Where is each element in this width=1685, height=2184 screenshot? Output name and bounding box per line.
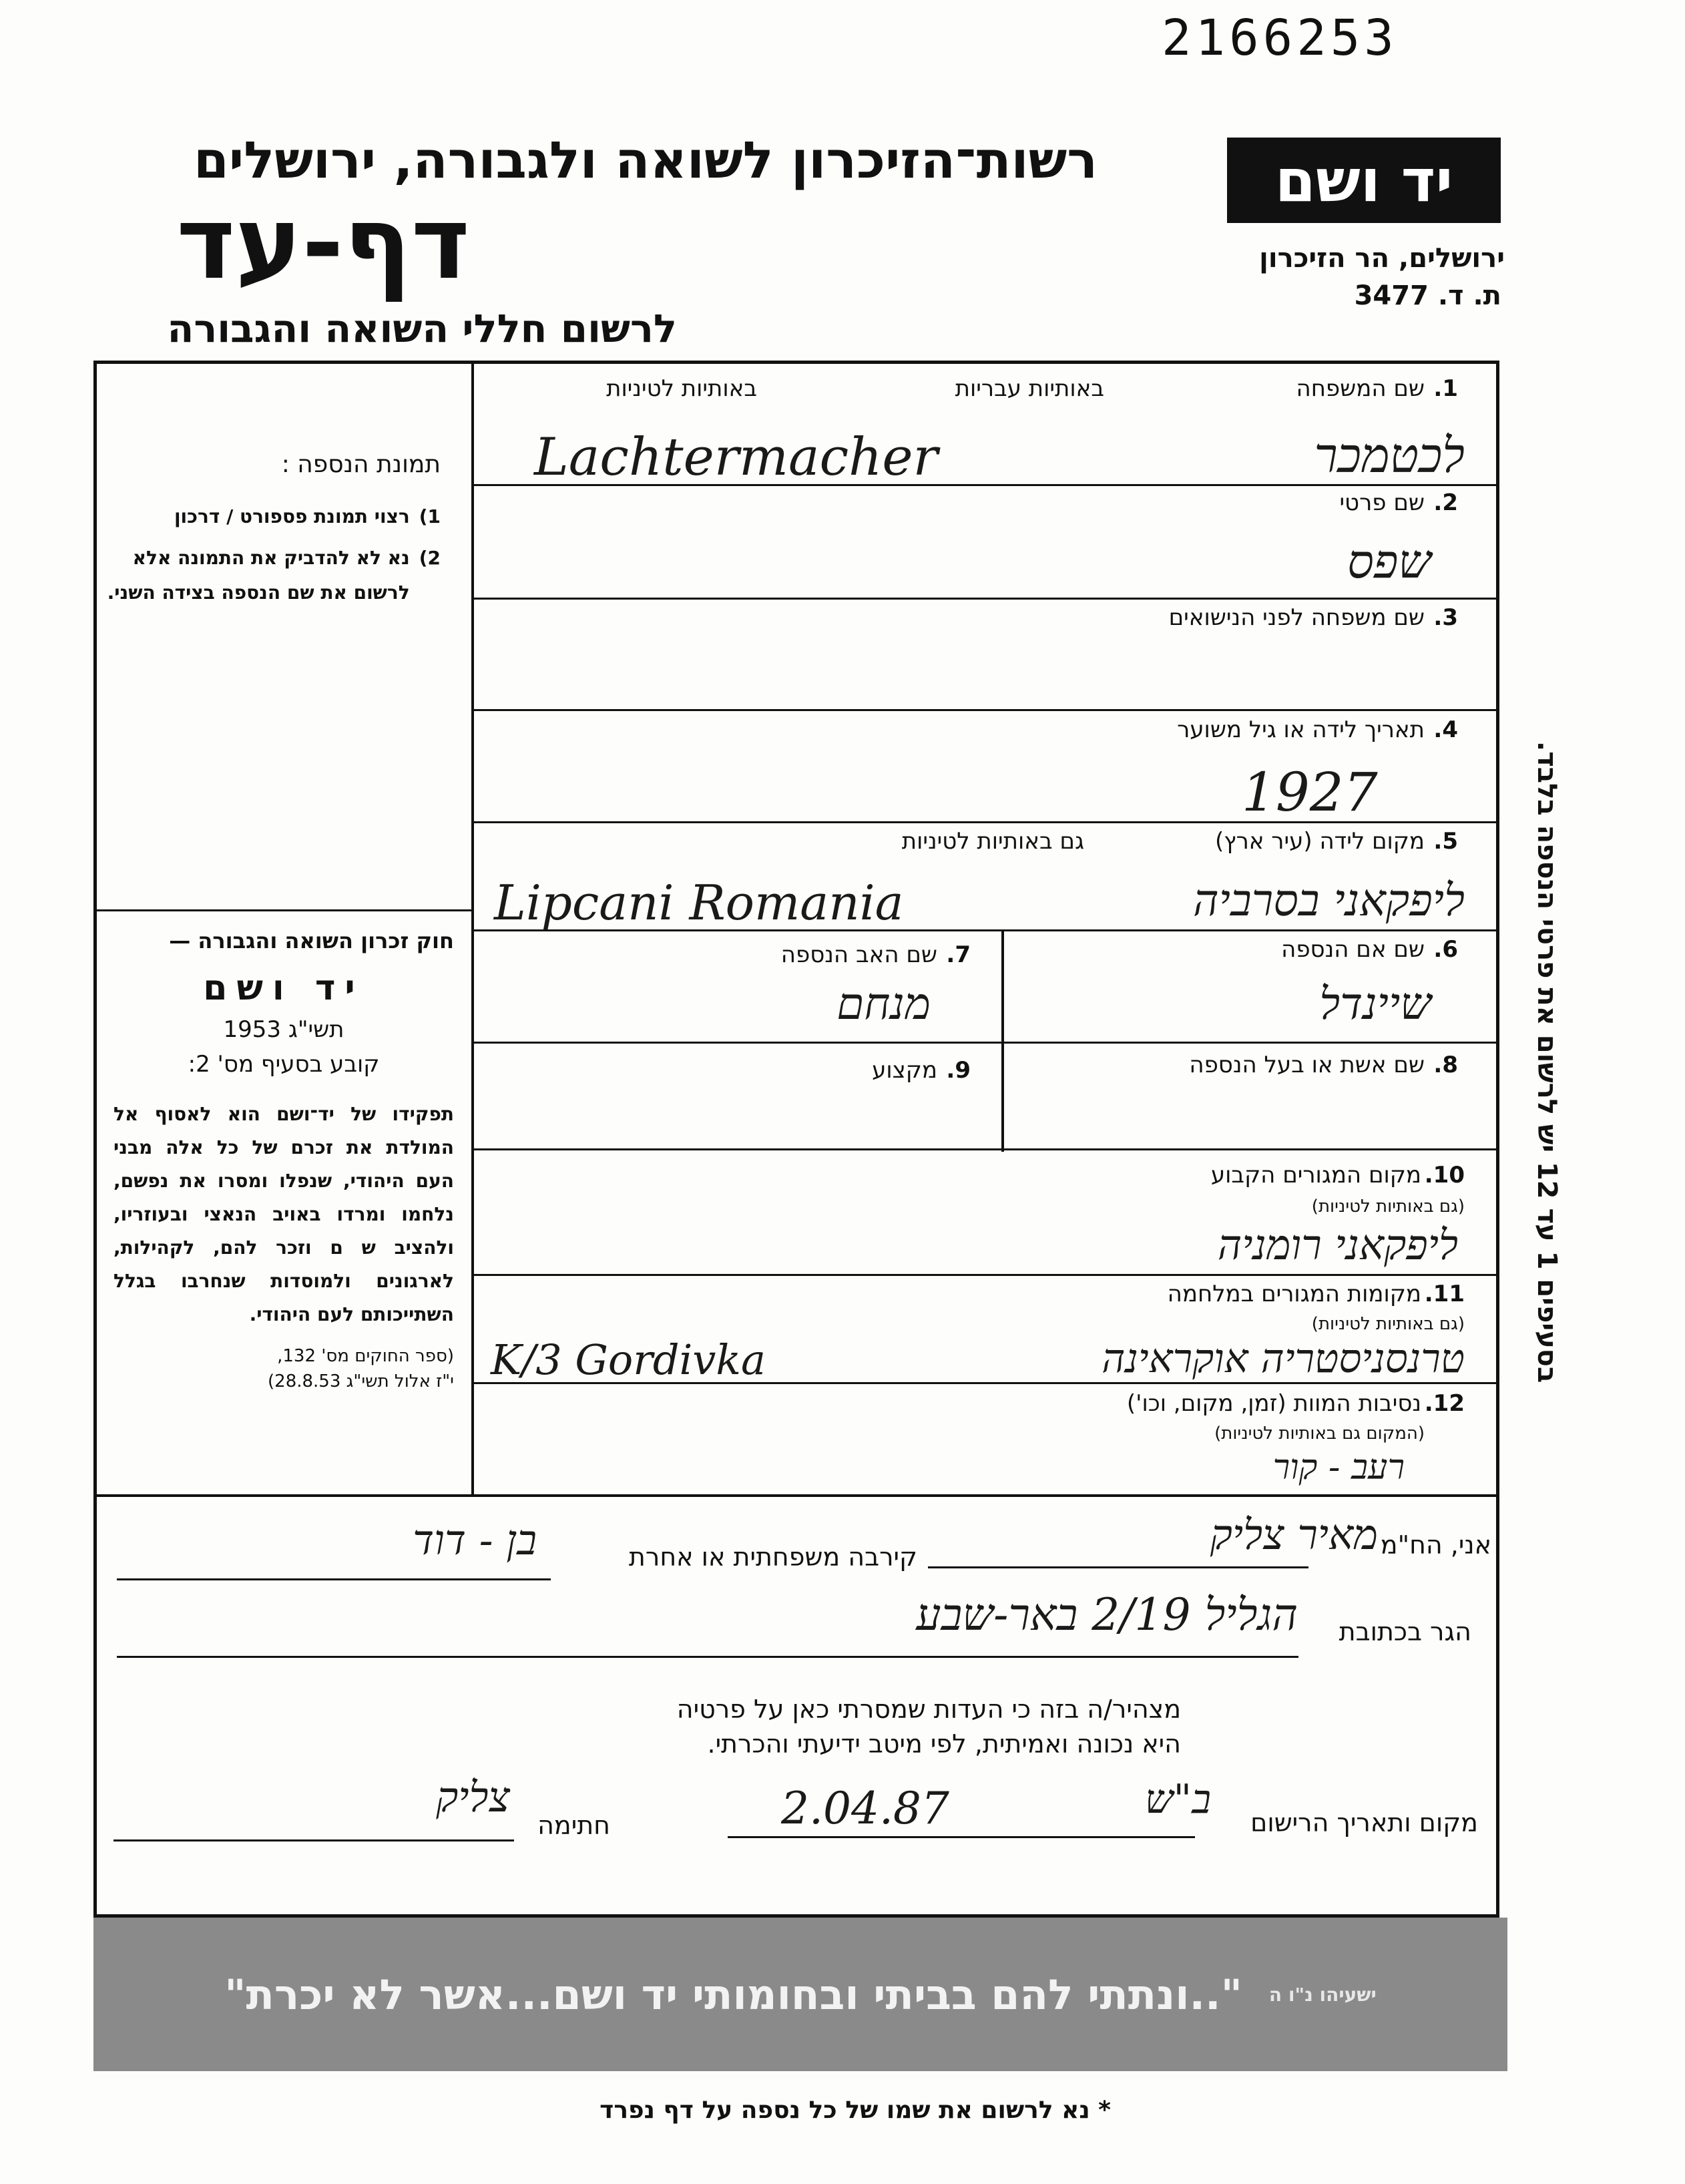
f10-hint: (גם באותיות לטיניות) (1311, 1196, 1465, 1217)
f5-value-latin[interactable]: Lipcani Romania (494, 875, 904, 931)
f11-value-hebrew[interactable]: טרנסניסטריה אוקראינה (1102, 1335, 1465, 1382)
quote-banner (93, 1918, 1507, 2071)
law-year: תשי"ג 1953 (223, 1016, 344, 1043)
photo-item2-text: נא לא להדביק את התמונה אלא לרשום את שם הנספה בצידה השני. (107, 547, 410, 604)
law-title: חוק זכרון השואה והגבורה — (169, 928, 454, 953)
logo-text: יד ושם (1274, 146, 1453, 215)
f5-num: 5. (1433, 828, 1458, 855)
f11-value-latin[interactable]: K/3 Gordivka (491, 1335, 766, 1384)
relation-value[interactable]: בן - דוד (413, 1516, 537, 1564)
statement-line1: מצהיר/ה בזה כי העדות שמסרתי כאן על פרטיה (676, 1695, 1181, 1724)
registration-place[interactable]: ב"ש (1145, 1776, 1211, 1823)
f8-label: שם אשת או בעל הנספה (1189, 1052, 1425, 1078)
f5-latin-hint: גם באותיות לטיניות (901, 828, 1084, 855)
f11-label: מקומות המגורים במלחמה (1167, 1281, 1421, 1307)
f1-latin-hint: באותיות לטיניות (606, 375, 757, 402)
address-value[interactable]: הגליל 2/19 באר-שבע (916, 1589, 1298, 1641)
document-number: 2166253 (1162, 9, 1398, 67)
f6-label: שם אם הנספה (1281, 936, 1425, 963)
relation-label: קירבה משפחתית או אחרת (628, 1542, 917, 1572)
f6-value[interactable]: שיינדל (1319, 978, 1431, 1030)
place-date-label: מקום ותאריך הרישום (1250, 1808, 1478, 1837)
f3-label: שם משפחה לפני הנישואים (1168, 604, 1425, 631)
f7-value[interactable]: מנחם (836, 978, 931, 1030)
f1-label: שם המשפחה (1296, 375, 1425, 402)
declarant-value[interactable]: מאיר צליק (1210, 1510, 1378, 1559)
side-vertical-note: בסעיפים 1 עד 12 יש לרשום את פרטי הנספה בלבד. (1531, 741, 1562, 1383)
logo-address-line2: ת. ד. 3477 (1354, 280, 1501, 311)
law-clause: קובע בסעיף מס' 2: (188, 1051, 380, 1078)
f3-num: 3. (1433, 604, 1458, 631)
law-name: יד ושם (203, 968, 365, 1008)
f10-label: מקום המגורים הקבוע (1210, 1162, 1421, 1188)
registration-date[interactable]: 2.04.87 (781, 1783, 949, 1834)
f10-value[interactable]: ליפקאני רומניה (1217, 1221, 1458, 1269)
photo-box (107, 447, 441, 610)
banner-source: ישעיהו נ"ו ה (1268, 1983, 1377, 2006)
f9-label: מקצוע (872, 1057, 937, 1084)
f12-label: נסיבות המוות (זמן, מקום, וכו') (1126, 1390, 1421, 1417)
logo-address-line1: ירושלים, הר הזיכרון (1259, 243, 1505, 274)
footer-note: * נא לרשום את שמו של כל נספה על דף נפרד (599, 2097, 1111, 2124)
f7-label: שם האב הנספה (780, 941, 937, 968)
f8-num: 8. (1433, 1052, 1458, 1078)
f4-label: תאריך לידה או גיל משוער (1177, 716, 1425, 743)
yad-vashem-logo (1227, 138, 1501, 223)
f2-num: 2. (1433, 489, 1458, 516)
f2-value[interactable]: שפס (1347, 534, 1431, 589)
f12-num: 12. (1424, 1390, 1465, 1417)
law-ref1: (ספר החוקים מס' 132, (277, 1346, 454, 1366)
law-box (113, 928, 454, 1391)
f4-value[interactable]: 1927 (1242, 761, 1378, 823)
f1-num: 1. (1433, 375, 1458, 402)
f1-value-hebrew[interactable]: לכטמכר (1314, 427, 1465, 483)
f1-hebrew-hint: באותיות עבריות (955, 375, 1104, 402)
f5-value-hebrew[interactable]: ליפקאני בסרביה (1193, 875, 1465, 926)
law-ref2: י"ז אלול תשי"ג 28.8.53) (268, 1371, 454, 1391)
f1-value-latin[interactable]: Lachtermacher (534, 427, 938, 487)
f5-label: מקום לידה (עיר ארץ) (1214, 828, 1425, 855)
declarant-label: אני, הח"מ (1380, 1530, 1491, 1560)
photo-item1-num: 1) (419, 505, 441, 527)
f10-num: 10. (1424, 1162, 1465, 1188)
f2-label: שם פרטי (1339, 489, 1425, 516)
authority-title: רשות־הזיכרון לשואה ולגבורה, ירושלים (194, 130, 1098, 190)
f12-value[interactable]: רעב - קור (1272, 1448, 1405, 1488)
form-subtitle: לרשום חללי השואה והגבורה (167, 306, 677, 351)
photo-box-title: תמונת הנספה : (281, 451, 441, 478)
f11-num: 11. (1424, 1281, 1465, 1307)
f7-num: 7. (946, 941, 971, 968)
banner-quote: "..ונתתי להם בביתי ובחומותי יד ושם...אשר לא יכרת" (224, 1970, 1242, 2019)
signature-label: חתימה (537, 1811, 610, 1840)
signature-value[interactable]: צליק (436, 1773, 510, 1821)
address-label: הגר בכתובת (1339, 1617, 1471, 1647)
f12-hint: (המקום גם באותיות לטיניות) (1214, 1424, 1425, 1444)
photo-item1-text: רצוי תמונת פספורט / דרכון (174, 505, 410, 527)
f11-hint: (גם באותיות לטיניות) (1311, 1314, 1465, 1334)
law-text: תפקידו של יד־ושם הוא לאסוף אל המולדת את זכרם של כל אלה מבני העם היהודי, שנפלו ומסרו את נפשם, נלחמו ומרדו באויב הנאצי ובעוזריו, ולהציב ש ם וזכר להם, לקהילות, לארגונים ולמוסדות שנחרבו בגלל השתייכותם לעם היהודי. (113, 1103, 454, 1325)
statement-line2: היא נכונה ואמיתית, לפי מיטב ידיעתי והכרתי. (707, 1729, 1181, 1759)
f6-num: 6. (1433, 936, 1458, 963)
photo-item2-num: 2) (419, 547, 441, 569)
form-title: דף-עד (176, 186, 470, 302)
f9-num: 9. (946, 1057, 971, 1084)
f4-num: 4. (1433, 716, 1458, 743)
